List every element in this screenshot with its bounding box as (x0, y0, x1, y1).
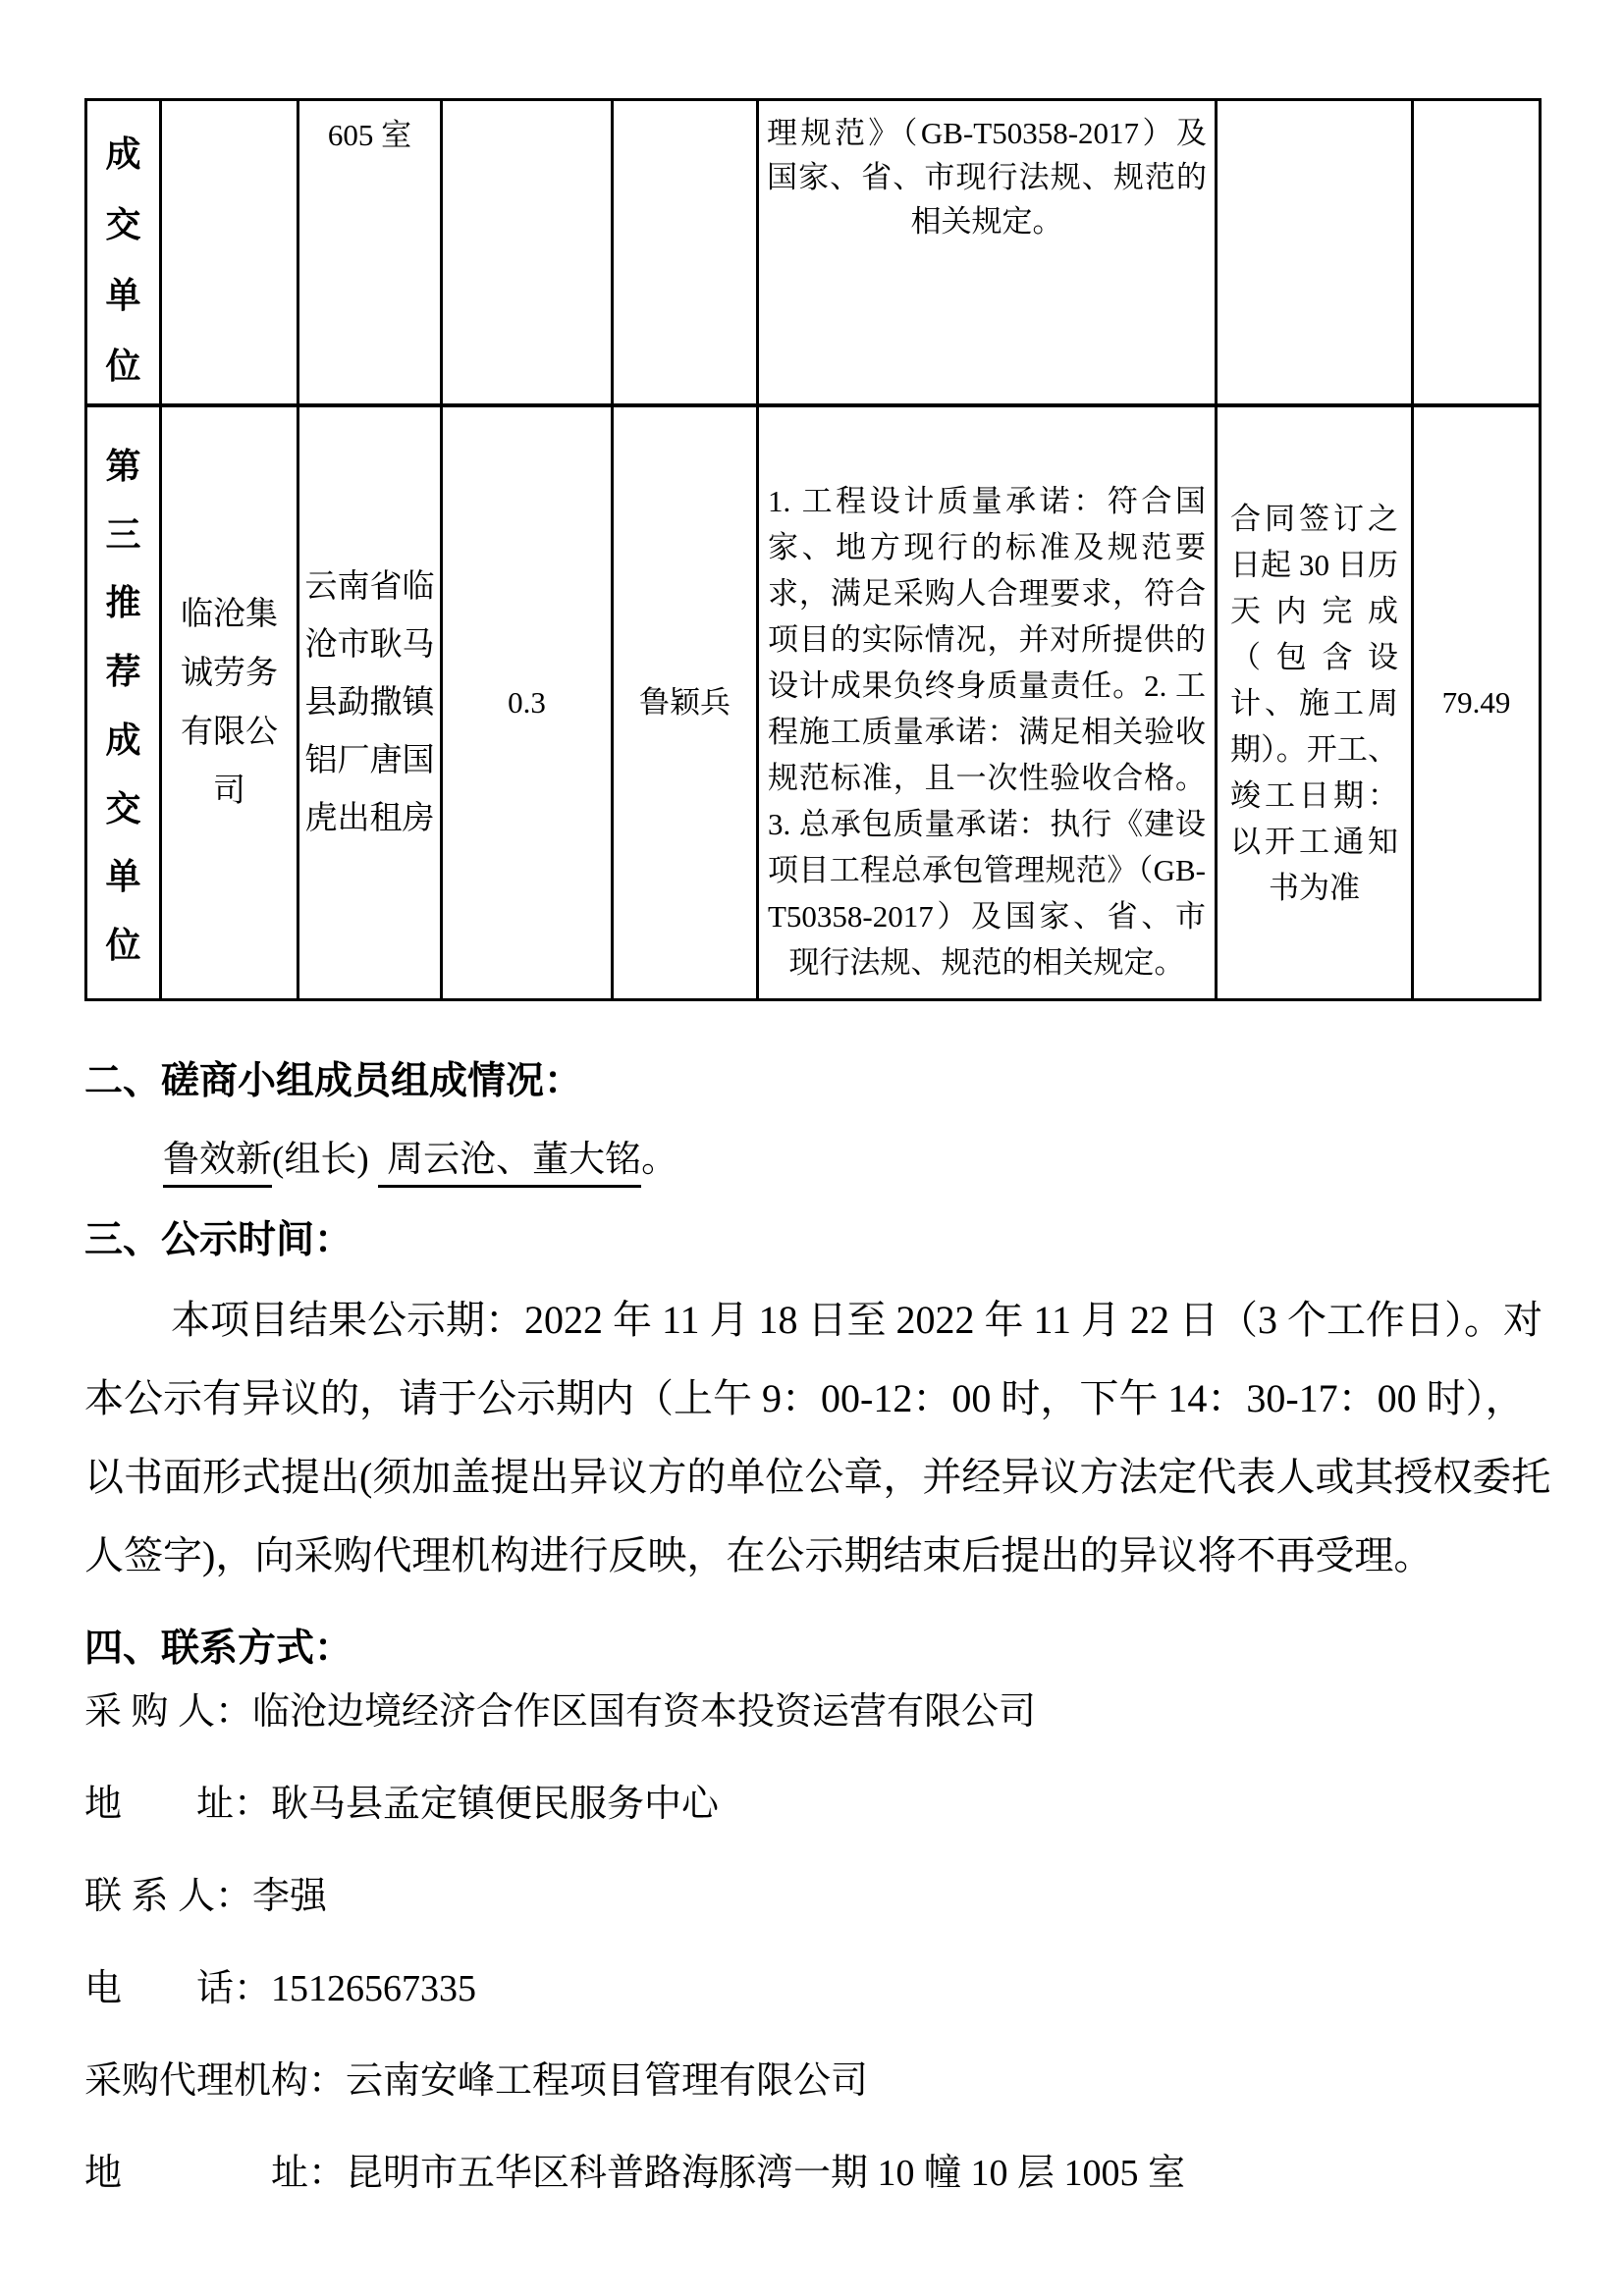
publicity-paragraph-line-4: 人签字)，向采购代理机构进行反映，在公示期结束后提出的异议将不再受理。 (84, 1533, 1434, 1577)
cell-empty-company (162, 101, 299, 403)
cell-price: 79.49 (1441, 685, 1511, 720)
row-header-winner-unit: 成 交 单 位 (87, 101, 162, 403)
cell-company: 临沧集诚劳务有限公司 (162, 407, 299, 998)
table-row-continuation (87, 101, 1539, 407)
publicity-paragraph-line-1: 本项目结果公示期：2022 年 11 月 18 日至 2022 年 11 月 22 日（3 个工作日）。对 (171, 1298, 1543, 1342)
cell-empty-price (1414, 101, 1539, 403)
panel-members-line (163, 1129, 677, 1182)
cell-representative: 鲁颖兵 (614, 407, 759, 998)
section4-heading: 四、联系方式： (84, 1628, 353, 1670)
panel-leader-name: 鲁效新 (163, 1140, 272, 1188)
contact-purchaser: 采 购 人：临沧边境经济合作区国有资本投资运营有限公司 (84, 1691, 1037, 1733)
cell-promise: 1. 工程设计质量承诺：符合国家、地方现行的标准及规范要求，满足采购人合理要求，符合项目的实际情况，并对所提供的设计成果负终身质量责任。2. 工程施工质量承诺：满足相关验收规范标准，且一次性验收合格。3. 总承包质量承诺：执行《建设项目工程总承包管理规范》（GB-T50358-2017）及国家、省、市现行法规、规范的相关规定。 (759, 407, 1218, 998)
contact-person: 联 系 人：李强 (84, 1876, 328, 1917)
cell-address: 云南省临沧市耿马县勐撒镇铝厂唐国虎出租房 (299, 407, 443, 998)
panel-members-period: 。 (641, 1140, 678, 1180)
table-row-third-winner (87, 407, 1539, 998)
cell-empty-score (443, 101, 614, 403)
result-table (84, 98, 1542, 1001)
publicity-paragraph-line-3: 以书面形式提出(须加盖提出异议方的单位公章，并经异议方法定代表人或其授权委托 (84, 1455, 1551, 1499)
cell-empty-representative (614, 101, 759, 403)
section3-heading: 三、公示时间： (84, 1219, 353, 1261)
publicity-paragraph-line-2: 本公示有异议的，请于公示期内（上午 9：00-12：00 时，下午 14：30-17：00 时）， (84, 1376, 1525, 1420)
cell-promise-continuation: 理规范》（GB-T50358-2017）及国家、省、市现行法规、规范的相关规定。 (759, 101, 1218, 403)
cell-address-tail: 605 室 (299, 101, 443, 403)
contact-purchaser-address: 地 址：耿马县孟定镇便民服务中心 (84, 1784, 720, 1825)
panel-leader-role: (组长) (272, 1140, 369, 1180)
contact-phone: 电 话：15126567335 (84, 1968, 477, 2009)
panel-member-names: 周云沧、董大铭 (378, 1140, 641, 1188)
contact-agency-address: 地 址：昆明市五华区科普路海豚湾一期 10 幢 10 层 1005 室 (84, 2153, 1186, 2194)
section2-heading: 二、磋商小组成员组成情况： (84, 1060, 583, 1102)
cell-duration: 合同签订之日起 30 日历天内完成（包含设计、施工周期）。开工、竣工日期：以开工通知书为准 (1218, 407, 1414, 998)
contact-agency: 采购代理机构：云南安峰工程项目管理有限公司 (84, 2060, 869, 2102)
cell-empty-duration (1218, 101, 1414, 403)
row-header-third-recommended-unit: 第 三 推 荐 成 交 单 位 (87, 407, 162, 998)
cell-score: 0.3 (443, 407, 614, 998)
